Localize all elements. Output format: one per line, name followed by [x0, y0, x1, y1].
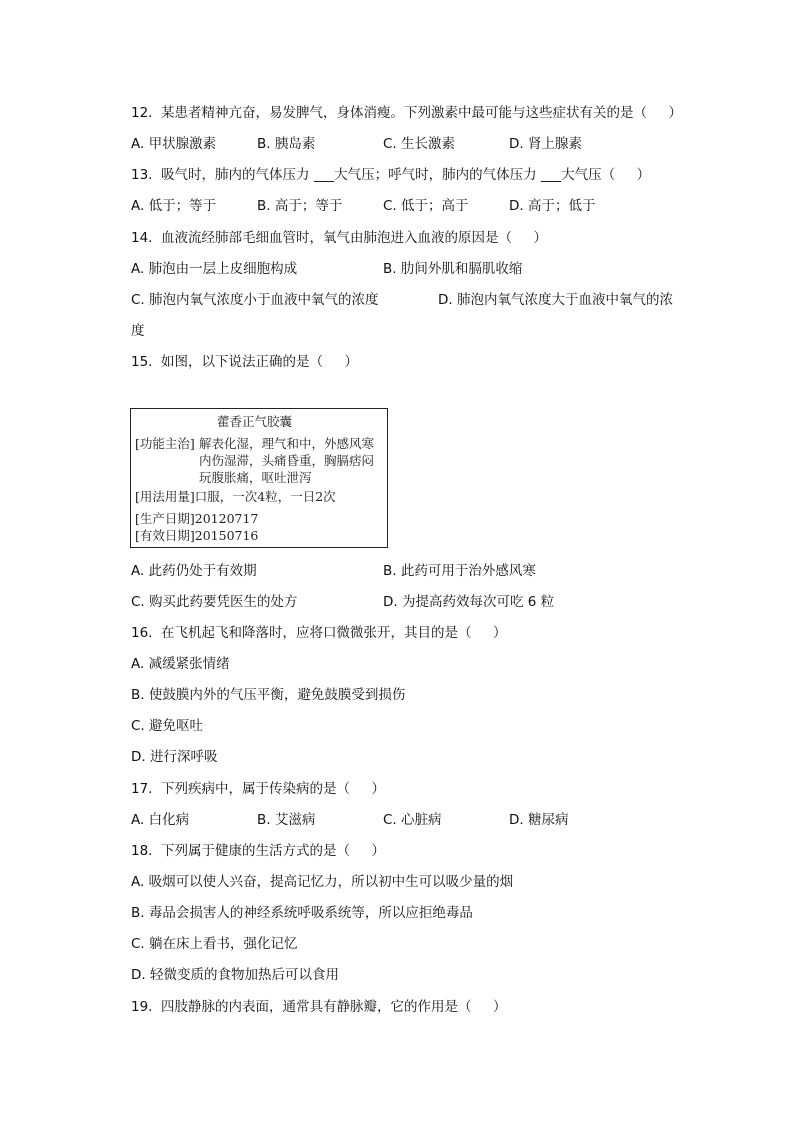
question-13-stem: 13. 吸气时，肺内的气体压力 ___大气压；呼气时，肺内的气体压力 ___大气压（ ）: [131, 167, 651, 183]
q14-option-b: B. 肋间外肌和膈肌收缩: [383, 261, 523, 277]
q17-option-d: D. 糖尿病: [509, 812, 569, 828]
q15-option-a: A. 此药仍处于有效期: [131, 563, 257, 579]
q14-option-d: D. 肺泡内氧气浓度大于血液中氧气的浓: [438, 292, 673, 308]
q12-option-d: D. 肾上腺素: [509, 136, 582, 152]
question-15-stem: 15. 如图，以下说法正确的是（ ）: [131, 354, 359, 370]
medicine-label-figure: [130, 408, 388, 548]
q15-option-b: B. 此药可用于治外感风寒: [383, 563, 536, 579]
label-expiry-date: [有效日期]20150716: [135, 528, 259, 543]
question-14-stem: 14. 血液流经肺部毛细血管时，氧气由肺泡进入血液的原因是（ ）: [131, 230, 548, 246]
question-16-stem: 16. 在飞机起飞和降落时，应将口微微张开，其目的是（ ）: [131, 625, 507, 641]
label-function-line-1: 解表化湿，理气和中，外感风寒: [199, 436, 375, 451]
q14-option-c: C. 肺泡内氧气浓度小于血液中氧气的浓度: [131, 292, 379, 308]
q16-option-c: C. 避免呕吐: [131, 718, 204, 734]
label-production-date: [生产日期]20120717: [135, 511, 259, 526]
q15-option-d: D. 为提高药效每次可吃 6 粒: [383, 594, 555, 610]
question-12-stem: 12. 某患者精神亢奋，易发脾气，身体消瘦。下列激素中最可能与这些症状有关的是（ ）: [131, 105, 683, 121]
q14-option-a: A. 肺泡由一层上皮细胞构成: [131, 261, 298, 277]
q18-option-a: A. 吸烟可以使人兴奋，提高记忆力，所以初中生可以吸少量的烟: [131, 874, 514, 890]
q13-option-a: A. 低于；等于: [131, 198, 217, 214]
q12-option-b: B. 胰岛素: [257, 136, 316, 152]
q17-option-c: C. 心脏病: [383, 812, 442, 828]
label-function-line-2: 内伤湿滞，头痛昏重，胸膈痞闷: [199, 453, 375, 468]
q13-option-b: B. 高于；等于: [257, 198, 343, 214]
q17-option-b: B. 艾滋病: [257, 812, 316, 828]
q16-option-a: A. 减缓紧张情绪: [131, 656, 230, 672]
q13-option-c: C. 低于；高于: [383, 198, 469, 214]
q14-option-d-continued: 度: [131, 323, 145, 339]
q12-option-c: C. 生长激素: [383, 136, 456, 152]
q17-option-a: A. 白化病: [131, 812, 190, 828]
label-function-tag: [功能主治]: [135, 436, 195, 451]
q15-option-c: C. 购买此药要凭医生的处方: [131, 594, 298, 610]
q18-option-b: B. 毒品会损害人的神经系统呼吸系统等，所以应拒绝毒品: [131, 905, 473, 921]
label-title: 藿香正气胶囊: [217, 414, 293, 429]
label-usage: [用法用量]口服，一次4粒，一日2次: [135, 489, 336, 504]
q12-option-a: A. 甲状腺激素: [131, 136, 217, 152]
question-18-stem: 18. 下列属于健康的生活方式的是（ ）: [131, 843, 386, 859]
q16-option-b: B. 使鼓膜内外的气压平衡，避免鼓膜受到损伤: [131, 687, 406, 703]
question-17-stem: 17. 下列疾病中，属于传染病的是（ ）: [131, 781, 386, 797]
q18-option-c: C. 躺在床上看书，强化记忆: [131, 936, 298, 952]
label-function-line-3: 玩腹胀痛，呕吐泄泻: [199, 470, 312, 485]
q16-option-d: D. 进行深呼吸: [131, 749, 218, 765]
q18-option-d: D. 轻微变质的食物加热后可以食用: [131, 967, 339, 983]
question-19-stem: 19. 四肢静脉的内表面，通常具有静脉瓣，它的作用是（ ）: [131, 999, 507, 1015]
q13-option-d: D. 高于；低于: [509, 198, 596, 214]
